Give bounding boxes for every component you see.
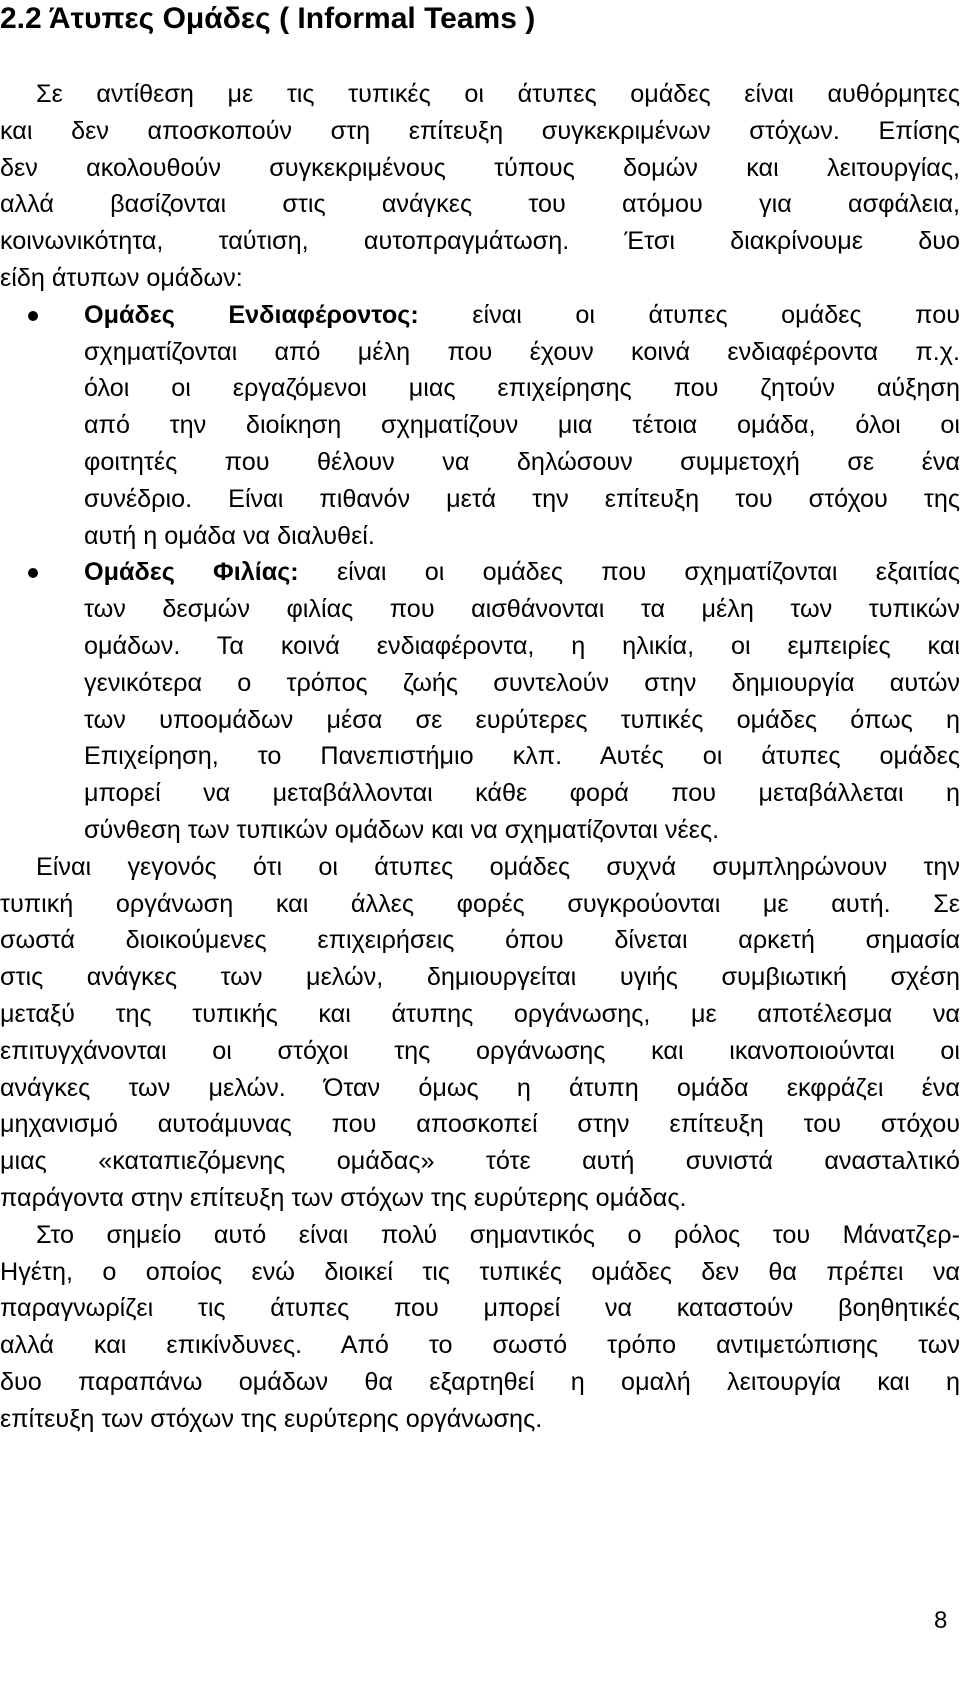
text-line: φοιτητές που θέλουν να δηλώσουν συμμετοχή σε ένα (84, 447, 960, 476)
text-line: σωστά διοικούμενες επιχειρήσεις όπου δίνεται αρκετή σημασία (0, 926, 960, 955)
text-line: επίτευξη των στόχων της ευρύτερης οργάνωσης. (0, 1404, 543, 1433)
text-line: στις ανάγκες των μελών, δημιουργείται υγιής συμβιωτική σχέση (0, 963, 960, 992)
text-line: παραγνωρίζει τις άτυπες που μπορεί να καταστούν βοηθητικές (0, 1294, 960, 1323)
text-line (0, 297, 960, 334)
text-line: είδη άτυπων ομάδων: (0, 263, 243, 292)
bullet-term: Ομάδες Φιλίας: (84, 558, 299, 587)
text-line: μεταξύ της τυπικής και άτυπης οργάνωσης, με αποτέλεσμα να (0, 999, 960, 1028)
text-line: μπορεί να μεταβάλλονται κάθε φορά που μεταβάλλεται η (84, 779, 960, 808)
bullet-item-friendship-groups (0, 554, 960, 848)
text-line (0, 554, 960, 591)
text-line: και δεν αποσκοπούν στη επίτευξη συγκεκριμένων στόχων. Επίσης (0, 116, 960, 145)
paragraph-manager-role (0, 1217, 960, 1438)
text-line: ανάγκες των μελών. Όταν όμως η άτυπη ομάδα εκφράζει ένα (0, 1073, 960, 1102)
text-line: από την διοίκηση σχηματίζουν μια τέτοια ομάδα, όλοι οι (84, 411, 960, 440)
text-line: μηχανισμό αυτοάμυνας που αποσκοπεί στην επίτευξη του στόχου (0, 1110, 960, 1139)
text-line: κοινωνικότητα, ταύτιση, αυτοπραγμάτωση. Έτσι διακρίνουμε δυο (0, 227, 960, 256)
page-number: 8 (934, 1607, 948, 1634)
text-line: Ηγέτη, ο οποίος ενώ διοικεί τις τυπικές ομάδες δεν θα πρέπει να (0, 1257, 960, 1286)
document-body (0, 76, 960, 1437)
text-line: μιας «καταπιεζόμενης ομάδας» τότε αυτή συνιστά αναστaλτικό (0, 1147, 960, 1176)
text-line: ομάδων. Τα κοινά ενδιαφέροντα, η ηλικία, οι εμπειρίες και (84, 631, 960, 660)
text-line: τυπική οργάνωση και άλλες φορές συγκρούονται με αυτή. Σε (0, 889, 960, 918)
text-line: συνέδριο. Είναι πιθανόν μετά την επίτευξη του στόχου της (84, 484, 960, 513)
text-line: Είναι γεγονός ότι οι άτυπες ομάδες συχνά συμπληρώνουν την (36, 852, 960, 881)
paragraph-relationship (0, 849, 960, 1217)
text-line: αυτή η ομάδα να διαλυθεί. (84, 521, 375, 550)
text-line: σχηματίζονται από μέλη που έχουν κοινά ενδιαφέροντα π.χ. (84, 337, 960, 366)
paragraph-intro (0, 76, 960, 297)
text-line: δυο παραπάνω ομάδων θα εξαρτηθεί η ομαλή λειτουργία και η (0, 1367, 960, 1396)
text-line: των υποομάδων μέσα σε ευρύτερες τυπικές ομάδες όπως η (84, 705, 960, 734)
bullet-text: είναι οι άτυπες ομάδες που (418, 300, 960, 329)
text-line: αλλά βασίζονται στις ανάγκες του ατόμου για ασφάλεια, (0, 190, 960, 219)
text-line: Στο σημείο αυτό είναι πολύ σημαντικός ο ρόλος του Μάνατζερ- (36, 1220, 960, 1249)
section-heading: 2.2 Άτυπες Ομάδες ( Informal Teams ) (0, 2, 536, 35)
text-line: γενικότερα ο τρόπος ζωής συντελούν στην δημιουργία αυτών (84, 668, 960, 697)
text-line: σύνθεση των τυπικών ομάδων και να σχηματίζονται νέες. (84, 815, 720, 844)
text-line: όλοι οι εργαζόμενοι μιας επιχείρησης που ζητούν αύξηση (84, 374, 960, 403)
bullet-item-interest-groups (0, 297, 960, 555)
text-line: επιτυγχάνονται οι στόχοι της οργάνωσης και ικανοποιούνται οι (0, 1036, 960, 1065)
text-line: των δεσμών φιλίας που αισθάνονται τα μέλη των τυπικών (84, 595, 960, 624)
text-line: Σε αντίθεση με τις τυπικές οι άτυπες ομάδες είναι αυθόρμητες (36, 80, 960, 108)
bullet-icon (28, 311, 38, 321)
bullet-term: Ομάδες Ενδιαφέροντος: (84, 300, 419, 329)
text-line: παράγοντα στην επίτευξη των στόχων της ευρύτερης ομάδας. (0, 1183, 687, 1212)
bullet-text: είναι οι ομάδες που σχηματίζονται εξαιτίας (298, 558, 960, 587)
text-line: δεν ακολουθούν συγκεκριμένους τύπους δομών και λειτουργίας, (0, 153, 960, 182)
text-line: αλλά και επικίνδυνες. Από το σωστό τρόπο αντιμετώπισης των (0, 1331, 960, 1360)
text-line: Επιχείρηση, το Πανεπιστήμιο κλπ. Αυτές οι άτυπες ομάδες (84, 742, 960, 771)
